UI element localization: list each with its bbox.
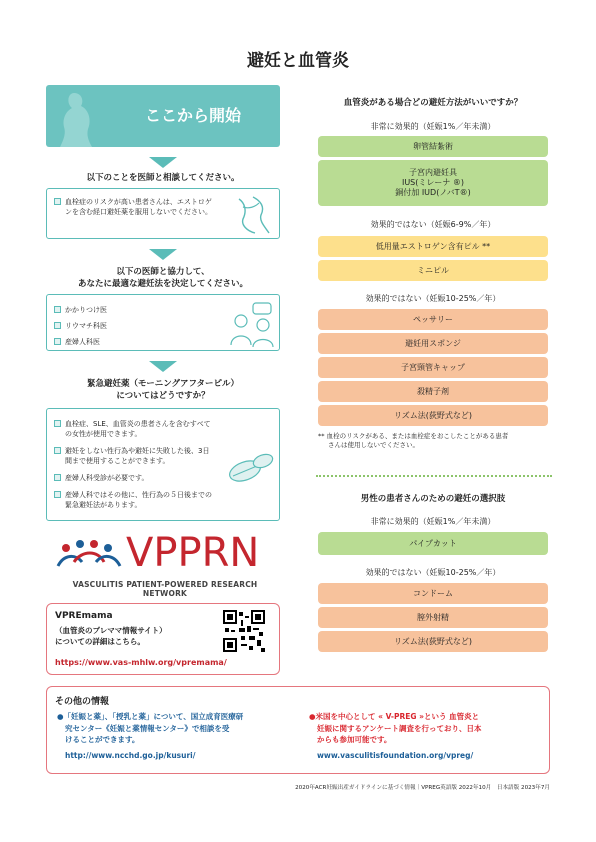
list-item: 血栓症のリスクが高い患者さんは、エストロゲンを含む経口避妊薬を服用しないでください。 — [54, 197, 212, 217]
option-cervical-cap: 子宮頸管キャップ — [318, 357, 548, 378]
list-item: かかりつけ医 — [54, 305, 204, 315]
vpprn-logo — [46, 530, 280, 596]
checkbox-icon — [54, 198, 61, 205]
list-item: 血栓症、SLE、血管炎の患者さんを含むすべての女性が使用できます。 — [54, 419, 216, 439]
checkbox-icon — [54, 447, 61, 454]
footnote: ** 血栓のリスクがある、または血栓症をおこしたことがある患者 さんは使用しないでください。 — [318, 432, 509, 449]
vpremama-description: （血管炎のプレママ情報サイト） についての詳細はこちら。 — [55, 626, 167, 646]
page-title: 避妊と血管炎 — [247, 51, 349, 71]
checkbox-icon — [54, 306, 61, 313]
option-sponge: 避妊用スポンジ — [318, 333, 548, 354]
step3-heading: 緊急避妊薬（モーニングアフターピル） についてはどうですか？ — [87, 379, 239, 401]
info-left-text: ●「妊娠と薬」、「授乳と薬」について、国立成育医療研 究センター《妊娠と薬情報センター》で相談を受 けることができます。 http://www.ncchd.go.jp/kusuri/ — [57, 711, 295, 761]
list-item: 避妊をしない性行為や避妊に失敗した後、3日間まで使用することができます。 — [54, 446, 216, 466]
checkbox-icon — [54, 322, 61, 329]
arrow-down-icon — [149, 361, 177, 372]
list-item: 産婦人科医 — [54, 337, 204, 347]
woman-silhouette-icon — [52, 89, 102, 147]
people-logo-icon — [56, 536, 122, 572]
tier1-label: 非常に効果的（妊娠1%／年未満） — [370, 122, 496, 131]
info-right-link[interactable]: www.vasculitisfoundation.org/vpreg/ — [317, 750, 474, 760]
option-iud: 子宮内避妊具 IUS(ミレーナ ®) 銅付加 IUD(ノバT®) — [318, 160, 548, 206]
step1-box — [46, 188, 280, 239]
start-banner — [46, 85, 280, 147]
other-info-box — [46, 686, 550, 774]
option-diaphragm: ペッサリー — [318, 309, 548, 330]
list-item: 産婦人科ではその他に、性行為の５日後までの緊急避妊法があります。 — [54, 490, 216, 510]
vpremama-box — [46, 603, 280, 675]
checkbox-icon — [54, 474, 61, 481]
info-right-text: ●米国を中心として « V-PREG »という 血管炎と 妊娠に関するアンケート調査を行っており、日本 からも参加可能です。 www.vasculitisfoundation.org/vpreg/ — [309, 711, 545, 761]
arrow-down-icon — [149, 157, 177, 168]
option-mini-pill: ミニピル — [318, 260, 548, 281]
option-vasectomy: パイプカット — [318, 532, 548, 555]
option-low-dose-pill: 低用量エストロゲン含有ピル ** — [318, 236, 548, 257]
male-tier1-label: 非常に効果的（妊娠1%／年未満） — [370, 517, 496, 526]
option-withdrawal: 膣外射精 — [318, 607, 548, 628]
step3-box — [46, 408, 280, 521]
option-condom: コンドーム — [318, 583, 548, 604]
step2-heading: 以下の医師と協力して、 あなたに最適な避妊法を決定してください。 — [77, 267, 248, 289]
option-rhythm-method-male: リズム法(荻野式など) — [318, 631, 548, 652]
logo-subtitle: VASCULITIS PATIENT-POWERED RESEARCH NETWORK — [72, 580, 258, 598]
woman-body-icon — [225, 193, 275, 237]
divider — [316, 475, 552, 477]
list-item: 産婦人科受診が必要です。 — [54, 473, 216, 483]
option-tubal-ligation: 卵管結紮術 — [318, 136, 548, 157]
vpremama-link[interactable]: https://www.vas-mhlw.org/vpremama/ — [55, 658, 227, 667]
pills-icon — [225, 445, 277, 489]
doctor-consultation-icon — [225, 299, 277, 349]
qr-code-icon — [223, 610, 265, 652]
start-label: ここから開始 — [144, 106, 241, 125]
option-spermicide: 殺精子剤 — [318, 381, 548, 402]
list-item: リウマチ科医 — [54, 321, 204, 331]
logo-text: VPPRN — [126, 530, 260, 576]
step1-heading: 以下のことを医師と相談してください。 — [86, 173, 240, 183]
info-left-link[interactable]: http://www.ncchd.go.jp/kusuri/ — [65, 750, 196, 760]
checkbox-icon — [54, 338, 61, 345]
arrow-down-icon — [149, 249, 177, 260]
tier3-label: 効果的ではない（妊娠10-25%／年） — [365, 294, 501, 303]
footer-text: 2020年ACR妊娠出産ガイドラインに基づく情報｜VPREG英語版 2022年10月 日本語版 2023年7月 — [295, 785, 550, 791]
vpremama-name: VPREmama — [55, 611, 113, 621]
checkbox-icon — [54, 420, 61, 427]
step2-box — [46, 294, 280, 351]
male-tier2-label: 効果的ではない（妊娠10-25%／年） — [365, 568, 501, 577]
tier2-label: 効果的ではない（妊娠6-9%／年） — [370, 220, 496, 229]
other-info-heading: その他の情報 — [55, 697, 110, 707]
option-rhythm-method: リズム法(荻野式など) — [318, 405, 548, 426]
male-question: 男性の患者さんのための避妊の選択肢 — [360, 494, 506, 504]
contraception-question: 血管炎がある場合どの避妊方法がいいですか？ — [343, 98, 523, 108]
checkbox-icon — [54, 491, 61, 498]
